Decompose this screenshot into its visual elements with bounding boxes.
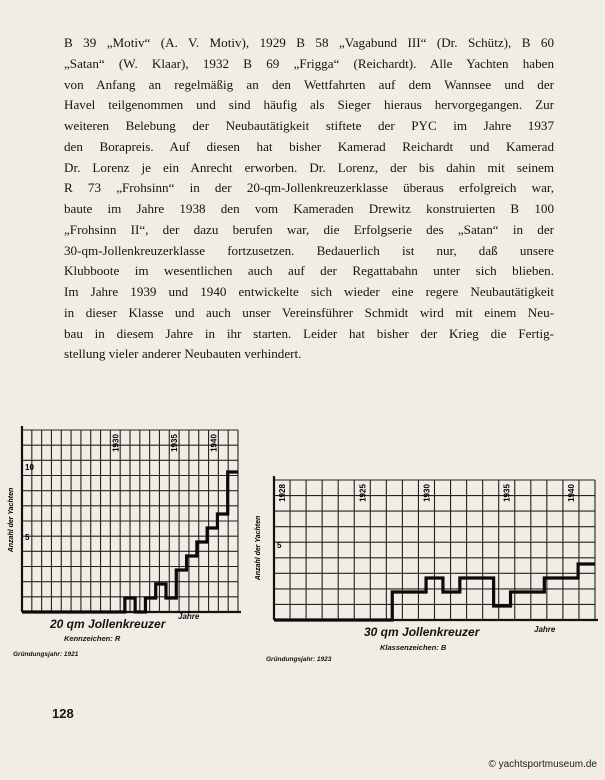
text-line: „Satan“ (W. Klaar), 1932 B 69 „Frigga“ (Reichardt). Alle Yachten haben — [64, 55, 554, 71]
chart-30qm-title: 30 qm Jollenkreuzer — [364, 625, 480, 639]
body-text — [64, 33, 554, 365]
y-axis-label: Anzahl der Yachten — [8, 487, 15, 553]
chart-30qm-subtitle: Klassenzeichen: B — [380, 643, 447, 652]
year-label: 1940 — [209, 434, 219, 452]
year-label: 1930 — [422, 484, 432, 502]
text-line: B 39 „Motiv“ (A. V. Motiv), 1929 B 58 „Vagabund III“ (Dr. Schütz), B 60 — [64, 35, 554, 50]
text-line: Klubboote im wesentlichen auch auf der Regattabahn unter sich blieben. — [64, 263, 554, 279]
chart-30qm — [250, 470, 598, 625]
page-number: 128 — [52, 706, 74, 721]
year-label: 1925 — [358, 484, 368, 502]
text-line: Im Jahre 1939 und 1940 entwickelte sich wieder eine regere Neubautätigkeit — [64, 284, 554, 299]
year-label: 1935 — [502, 484, 512, 502]
text-line: von Anfang an regelmäßig an den Wettfahrten auf dem Wannsee und der — [64, 76, 554, 92]
chart-20qm-founded: Gründungsjahr: 1921 — [13, 651, 79, 658]
year-label: 1930 — [111, 434, 121, 452]
chart-20qm — [4, 420, 244, 620]
year-label: 1928 — [278, 484, 288, 502]
chart-30qm-xlabel: Jahre — [534, 625, 556, 634]
text-line: baute im Jahre 1938 den vom Kameraden Drewitz konstruierten B 100 — [64, 201, 554, 216]
text-line: weiteren Belebung der Neubautätigkeit stiftete der PYC im Jahre 1937 — [64, 118, 554, 133]
text-line: R 73 „Frohsinn“ in der 20-qm-Jollenkreuzerklasse überaus erfolgreich war, — [64, 180, 554, 196]
chart-30qm-founded: Gründungsjahr: 1923 — [266, 656, 332, 663]
text-line: stellung vieler anderer Neubauten verhindert. — [64, 346, 302, 362]
text-line: 30-qm-Jollenkreuzerklasse fortzusetzen. Bedauerlich ist nur, daß unsere — [64, 242, 554, 258]
text-line: Havel teilgenommen und sind häufig als Sieger hieraus hervorgegangen. Zur — [64, 97, 554, 113]
y-tick-label: 5 — [25, 533, 30, 542]
text-line: den Borapreis. Auf diesen hat bisher Kamerad Reichardt und Kamerad — [64, 138, 554, 154]
chart-20qm-xlabel: Jahre — [178, 612, 200, 621]
year-label: 1940 — [566, 484, 576, 502]
year-label: 1935 — [170, 434, 180, 452]
y-tick-label: 10 — [25, 463, 34, 472]
watermark: © yachtsportmuseum.de — [488, 759, 597, 770]
text-line: in dieser Klasse und auch unser Vereinsführer Schmidt wird mit einem Neu- — [64, 304, 554, 320]
text-line: bau in diesem Jahre in ihr starten. Leider hat bisher der Krieg die Fertig- — [64, 325, 554, 341]
chart-20qm-title: 20 qm Jollenkreuzer — [50, 617, 166, 631]
chart-20qm-subtitle: Kennzeichen: R — [64, 634, 121, 643]
text-line: Dr. Lorenz je ein Anrecht erworben. Dr. Lorenz, der bis dahin mit seinem — [64, 159, 554, 175]
y-tick-label: 5 — [277, 541, 282, 550]
text-line: „Frohsinn II“, der dazu berufen war, die Erfolgserie des „Satan“ in der — [64, 221, 554, 237]
y-axis-label: Anzahl der Yachten — [255, 515, 262, 581]
